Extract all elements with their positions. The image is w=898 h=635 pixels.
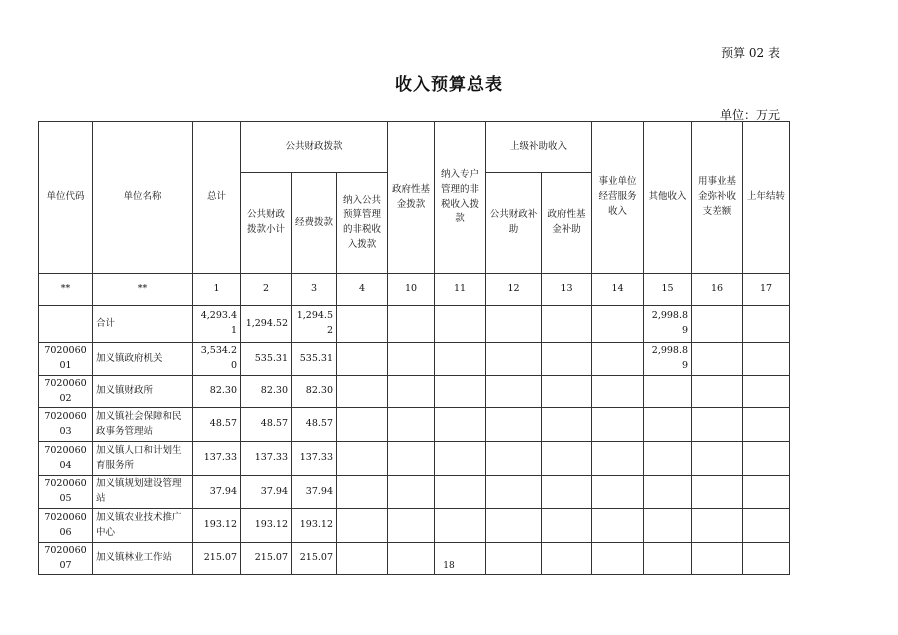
cell-empty [542, 408, 592, 442]
cell-empty [592, 509, 644, 543]
cell-subtotal: 82.30 [241, 376, 292, 408]
cell-empty [486, 306, 542, 343]
cell-empty [542, 343, 592, 376]
cell-subtotal: 215.07 [241, 543, 292, 575]
cell-operating: 215.07 [292, 543, 337, 575]
header-other: 其他收入 [644, 122, 692, 274]
cell-empty [743, 343, 790, 376]
cell-operating: 48.57 [292, 408, 337, 442]
cell-empty [435, 306, 486, 343]
cell-other: 2,998.89 [644, 306, 692, 343]
table-row [39, 306, 790, 343]
cell-empty [388, 442, 435, 476]
cell-empty [435, 476, 486, 509]
header-fund-makeup: 用事业基金弥补收支差额 [692, 122, 743, 274]
index-cell: 12 [486, 274, 542, 306]
cell-other: 2,998.89 [644, 343, 692, 376]
cell-empty [542, 476, 592, 509]
cell-other [644, 476, 692, 509]
cell-empty [542, 376, 592, 408]
cell-empty [692, 442, 743, 476]
header-public-group: 公共财政拨款 [241, 122, 388, 173]
header-business: 事业单位经营服务收入 [592, 122, 644, 274]
income-budget-table [38, 121, 790, 575]
cell-operating: 1,294.52 [292, 306, 337, 343]
form-number: 预算 02 表 [721, 46, 780, 60]
table-row [39, 442, 790, 476]
cell-empty [337, 408, 388, 442]
index-cell: 14 [592, 274, 644, 306]
cell-empty [692, 376, 743, 408]
cell-empty [435, 343, 486, 376]
cell-empty [692, 343, 743, 376]
cell-empty [486, 442, 542, 476]
cell-empty [337, 442, 388, 476]
cell-code: 702006006 [39, 509, 93, 543]
cell-empty [486, 509, 542, 543]
cell-empty [435, 509, 486, 543]
cell-empty [337, 306, 388, 343]
cell-empty [743, 442, 790, 476]
cell-empty [743, 306, 790, 343]
cell-code: 702006005 [39, 476, 93, 509]
cell-code: 702006003 [39, 408, 93, 442]
header-public-subtotal: 公共财政拨款小计 [241, 173, 292, 274]
cell-empty [388, 376, 435, 408]
cell-empty [435, 442, 486, 476]
cell-code: 702006002 [39, 376, 93, 408]
cell-empty [592, 376, 644, 408]
cell-name: 加义镇人口和计划生育服务所 [93, 442, 193, 476]
cell-empty [486, 476, 542, 509]
index-cell: ** [39, 274, 93, 306]
cell-other [644, 376, 692, 408]
cell-operating: 137.33 [292, 442, 337, 476]
cell-empty [592, 306, 644, 343]
index-cell: 2 [241, 274, 292, 306]
cell-subtotal: 535.31 [241, 343, 292, 376]
unit-label: 单位：万元 [719, 108, 780, 122]
header-carryover: 上年结转 [743, 122, 790, 274]
cell-empty [388, 408, 435, 442]
index-cell: 4 [337, 274, 388, 306]
cell-empty [692, 306, 743, 343]
index-cell: 10 [388, 274, 435, 306]
cell-empty [486, 376, 542, 408]
table-row [39, 476, 790, 509]
index-cell: 1 [193, 274, 241, 306]
cell-name: 加义镇农业技术推广中心 [93, 509, 193, 543]
cell-operating: 193.12 [292, 509, 337, 543]
cell-code: 702006004 [39, 442, 93, 476]
index-cell: 3 [292, 274, 337, 306]
index-cell: ** [93, 274, 193, 306]
cell-empty [337, 376, 388, 408]
index-cell: 16 [692, 274, 743, 306]
cell-operating: 535.31 [292, 343, 337, 376]
header-upper-group: 上级补助收入 [486, 122, 592, 173]
cell-empty [743, 476, 790, 509]
cell-empty [337, 509, 388, 543]
cell-subtotal: 137.33 [241, 442, 292, 476]
cell-name: 加义镇林业工作站 [93, 543, 193, 575]
cell-total: 193.12 [193, 509, 241, 543]
header-code: 单位代码 [39, 122, 93, 274]
cell-empty [692, 509, 743, 543]
cell-subtotal: 37.94 [241, 476, 292, 509]
cell-empty [743, 376, 790, 408]
cell-other [644, 442, 692, 476]
cell-empty [388, 306, 435, 343]
cell-code: 702006007 [39, 543, 93, 575]
header-upper-gov: 政府性基金补助 [542, 173, 592, 274]
cell-total: 37.94 [193, 476, 241, 509]
cell-operating: 37.94 [292, 476, 337, 509]
cell-name: 加义镇规划建设管理站 [93, 476, 193, 509]
cell-empty [388, 343, 435, 376]
cell-empty [337, 343, 388, 376]
index-cell: 17 [743, 274, 790, 306]
cell-empty [542, 442, 592, 476]
header-operating: 经费拨款 [292, 173, 337, 274]
cell-empty [542, 509, 592, 543]
page-title: 收入预算总表 [395, 75, 503, 95]
cell-empty [337, 476, 388, 509]
page-number: 18 [443, 561, 455, 571]
cell-empty [692, 408, 743, 442]
cell-subtotal: 193.12 [241, 509, 292, 543]
table-row [39, 343, 790, 376]
header-nontax-public: 纳入公共预算管理的非税收入拨款 [337, 173, 388, 274]
cell-total: 3,534.20 [193, 343, 241, 376]
cell-other [644, 408, 692, 442]
header-gov-fund: 政府性基金拨款 [388, 122, 435, 274]
index-cell: 13 [542, 274, 592, 306]
table-row [39, 376, 790, 408]
cell-name: 加义镇政府机关 [93, 343, 193, 376]
cell-total: 48.57 [193, 408, 241, 442]
header-name: 单位名称 [93, 122, 193, 274]
index-cell: 11 [435, 274, 486, 306]
cell-operating: 82.30 [292, 376, 337, 408]
cell-empty [435, 376, 486, 408]
header-upper-public: 公共财政补助 [486, 173, 542, 274]
cell-other [644, 509, 692, 543]
cell-empty [692, 476, 743, 509]
cell-empty [592, 343, 644, 376]
cell-code: 702006001 [39, 343, 93, 376]
cell-code [39, 306, 93, 343]
cell-empty [592, 476, 644, 509]
cell-empty [388, 476, 435, 509]
cell-empty [435, 408, 486, 442]
table-row [39, 509, 790, 543]
cell-name: 合计 [93, 306, 193, 343]
cell-empty [542, 306, 592, 343]
cell-name: 加义镇社会保障和民政事务管理站 [93, 408, 193, 442]
table-row [39, 408, 790, 442]
cell-empty [486, 343, 542, 376]
cell-total: 137.33 [193, 442, 241, 476]
cell-empty [743, 408, 790, 442]
cell-empty [592, 408, 644, 442]
cell-empty [743, 509, 790, 543]
cell-subtotal: 1,294.52 [241, 306, 292, 343]
cell-name: 加义镇财政所 [93, 376, 193, 408]
cell-total: 4,293.41 [193, 306, 241, 343]
header-total: 总计 [193, 122, 241, 274]
cell-empty [388, 509, 435, 543]
cell-empty [486, 408, 542, 442]
header-nontax-special: 纳入专户管理的非税收入拨款 [435, 122, 486, 274]
index-row [39, 274, 790, 306]
index-cell: 15 [644, 274, 692, 306]
cell-empty [592, 442, 644, 476]
cell-subtotal: 48.57 [241, 408, 292, 442]
cell-total: 215.07 [193, 543, 241, 575]
cell-total: 82.30 [193, 376, 241, 408]
